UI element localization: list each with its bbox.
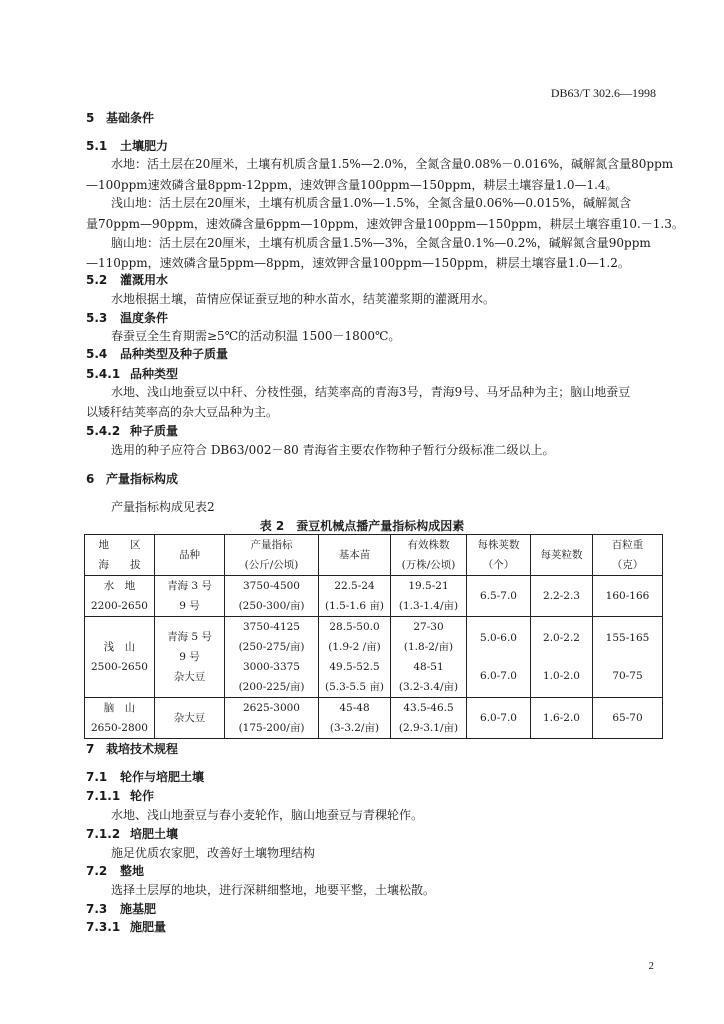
cell-line: 48-51: [413, 661, 444, 673]
cell-line: 2625-3000: [243, 702, 300, 714]
section-title: 施基肥: [120, 902, 157, 916]
section-title: 种子质量: [130, 424, 179, 438]
table-cell: [531, 535, 593, 576]
paragraph-line: 选择土层厚的地块，进行深耕细整地，地要平整，土壤松散。: [111, 883, 436, 897]
page-number: 2: [648, 960, 654, 972]
table-cell: [85, 617, 155, 698]
cell-line: 70-75: [612, 670, 643, 682]
section-number: 5.3: [86, 311, 108, 325]
cell-line: (200-225/亩): [238, 681, 305, 693]
section-heading: [86, 111, 154, 125]
paragraph-line: 以矮秆结荚率高的杂大豆品种为主。: [86, 405, 279, 419]
cell-line: (公斤/公顷): [244, 559, 299, 571]
cell-line: 水 地: [103, 580, 136, 592]
cell-line: 地 区: [98, 539, 141, 551]
table-header-row: [85, 535, 663, 576]
section-title: 栽培技术规程: [106, 742, 179, 756]
section-heading: [86, 789, 154, 803]
cell-line: 9 号: [179, 600, 200, 612]
cell-line: 青海 5 号: [167, 631, 212, 643]
cell-line: 2200-2650: [91, 600, 148, 612]
section-number: 5.2: [86, 273, 108, 287]
section-heading: [86, 827, 178, 841]
cell-line: 45-48: [339, 702, 370, 714]
section-heading: [86, 424, 178, 438]
section-heading: [86, 742, 178, 756]
table-cell: [319, 535, 391, 576]
cell-line: 青海 3 号: [167, 580, 212, 592]
cell-line: 27-30: [413, 621, 444, 633]
table-cell: [531, 576, 593, 617]
cell-line: 脑 山: [103, 702, 136, 714]
section-number: 5.1: [86, 139, 108, 153]
section-heading: [86, 902, 156, 916]
cell-line: （个）: [482, 559, 515, 571]
section-number: 7.3.1: [86, 920, 121, 934]
table-cell: [85, 535, 155, 576]
table-cell: [531, 617, 593, 698]
cell-line: 160-166: [605, 590, 650, 602]
table-cell: [225, 576, 319, 617]
section-title: 温度条件: [120, 311, 169, 325]
table-row: [85, 698, 663, 739]
cell-line: 海 拔: [98, 559, 141, 571]
yield-factor-table: [84, 534, 663, 739]
table-cell: [225, 698, 319, 739]
section-heading: [86, 864, 144, 878]
section-title: 土壤肥力: [120, 139, 169, 153]
table-cell: [391, 617, 467, 698]
table-cell: [467, 576, 531, 617]
table-cell: [593, 698, 663, 739]
document-header-code: DB63/T 302.6—1998: [550, 86, 656, 100]
paragraph-line: 春蚕豆全生育期需≥5℃的活动积温 1500－1800℃。: [111, 329, 401, 343]
section-title: 品种类型: [130, 367, 179, 381]
cell-line: 杂大豆: [173, 671, 206, 683]
paragraph-line: 水地根据土壤，苗情应保证蚕豆地的种水苗水，结荚灌浆期的灌溉用水。: [111, 292, 496, 306]
paragraph-line: 水地：活土层在20厘米，土壤有机质含量1.5%—2.0%，全氮含量0.08%－0.016%，碱解氮含量80ppm: [111, 157, 674, 171]
cell-line: 155-165: [605, 632, 650, 644]
cell-line: (1.9-2 /亩): [328, 641, 381, 653]
section-title: 施肥量: [130, 920, 167, 934]
cell-line: (1.8-2/亩): [403, 641, 454, 653]
cell-line: (1.3-1.4/亩): [398, 600, 459, 612]
section-number: 5.4: [86, 347, 108, 361]
table-cell: [155, 576, 225, 617]
cell-line: 杂大豆: [173, 712, 206, 724]
table-cell: [391, 698, 467, 739]
cell-line: 百粒重: [611, 539, 644, 551]
cell-line: 3000-3375: [243, 661, 300, 673]
cell-line: 28.5-50.0: [329, 621, 380, 633]
section-heading: [86, 139, 168, 153]
cell-line: 22.5-24: [334, 580, 375, 592]
paragraph-line: 量70ppm—90ppm，速效磷含量6ppm—10ppm，速效钾含量100ppm—150ppm，耕层土壤容重10.－1.3。: [86, 217, 684, 231]
table-cell: [155, 535, 225, 576]
section-title: 灌溉用水: [120, 273, 169, 287]
table-cell: [593, 535, 663, 576]
section-title: 基础条件: [106, 111, 155, 125]
table-cell: [155, 698, 225, 739]
cell-line: （克）: [611, 559, 644, 571]
section-heading: [86, 347, 228, 361]
paragraph-line: 水地、浅山地蚕豆与春小麦轮作，脑山地蚕豆与青稞轮作。: [111, 808, 424, 822]
section-heading: [86, 311, 168, 325]
table-cell: [593, 576, 663, 617]
table-cell: [391, 576, 467, 617]
cell-line: 有效株数: [407, 539, 450, 551]
cell-line: 6.5-7.0: [480, 590, 517, 602]
cell-line: 3750-4125: [243, 621, 300, 633]
section-number: 7.1.1: [86, 789, 121, 803]
cell-line: (3-3.2/亩): [329, 722, 380, 734]
cell-line: 浅 山: [103, 641, 136, 653]
cell-line: 5.0-6.0: [480, 632, 517, 644]
table-caption: 表 2 蚕豆机械点播产量指标构成因素: [259, 519, 465, 533]
section-title: 整地: [120, 864, 145, 878]
section-title: 培肥土壤: [130, 827, 179, 841]
table-cell: [467, 698, 531, 739]
table-cell: [225, 535, 319, 576]
table-cell: [531, 698, 593, 739]
table-cell: [467, 617, 531, 698]
paragraph-line: 水地、浅山地蚕豆以中秆、分枝性强，结荚率高的青海3号，青海9号、马牙品种为主；脑山地蚕豆: [111, 385, 631, 399]
section-number: 7.3: [86, 902, 108, 916]
section-number: 5: [86, 111, 95, 125]
section-number: 6: [86, 472, 95, 486]
table-cell: [391, 535, 467, 576]
table-body: [85, 535, 663, 739]
paragraph-line: —100ppm速效磷含量8ppm-12ppm，速效钾含量100ppm—150ppm，耕层土壤容量1.0—1.4。: [86, 178, 618, 192]
section-number: 7: [86, 742, 95, 756]
table-row: [85, 617, 663, 698]
cell-line: (250-275/亩): [238, 641, 305, 653]
table-cell: [85, 576, 155, 617]
section-title: 轮作: [130, 789, 155, 803]
section-heading: [86, 770, 204, 784]
cell-line: 2650-2800: [91, 722, 148, 734]
section-number: 7.1: [86, 770, 108, 784]
cell-line: 产量指标: [250, 539, 293, 551]
section-number: 7.2: [86, 864, 108, 878]
table-cell: [319, 698, 391, 739]
cell-line: 2.0-2.2: [543, 632, 580, 644]
paragraph-line: —110ppm，速效磷含量5ppm—8ppm，速效钾含量100ppm—150ppm，耕层土壤容量1.0—1.2。: [86, 256, 630, 270]
cell-line: 6.0-7.0: [480, 712, 517, 724]
cell-line: (175-200/亩): [238, 722, 305, 734]
section-number: 5.4.2: [86, 424, 121, 438]
section-title: 品种类型及种子质量: [120, 347, 229, 361]
cell-line: 49.5-52.5: [329, 661, 380, 673]
cell-line: 19.5-21: [408, 580, 449, 592]
cell-line: (1.5-1.6 亩): [325, 600, 384, 612]
table-cell: [225, 617, 319, 698]
section-heading: [86, 273, 168, 287]
cell-line: (2.9-3.1/亩): [398, 722, 459, 734]
cell-line: (5.3-5.5 亩): [325, 681, 384, 693]
cell-line: 1.0-2.0: [543, 670, 580, 682]
section-title: 轮作与培肥土壤: [120, 770, 205, 784]
table-cell: [593, 617, 663, 698]
cell-line: 2.2-2.3: [543, 590, 580, 602]
cell-line: 2500-2650: [91, 661, 148, 673]
cell-line: 每荚粒数: [540, 549, 583, 561]
section-number: 5.4.1: [86, 367, 121, 381]
cell-line: 9 号: [179, 651, 200, 663]
table-cell: [467, 535, 531, 576]
cell-line: (250-300/亩): [238, 600, 305, 612]
table-cell: [319, 617, 391, 698]
cell-line: 基本苗: [338, 549, 371, 561]
section-title: 产量指标构成: [106, 472, 179, 486]
paragraph-line: 施足优质农家肥，改善好土壤物理结构: [111, 846, 316, 860]
section-heading: [86, 472, 178, 486]
cell-line: (万株/公顷): [401, 559, 456, 571]
paragraph-line: 脑山地：活土层在20厘米，土壤有机质含量1.5%—3%，全氮含量0.1%—0.2%，碱解氮含量90ppm: [111, 236, 651, 250]
paragraph-line: 浅山地：活土层在20厘米，土壤有机质含量1.0%—1.5%，全氮含量0.06%—0.015%，碱解氮含: [111, 196, 632, 210]
cell-line: 3750-4500: [243, 580, 300, 592]
cell-line: 每株荚数: [477, 539, 520, 551]
cell-line: 品种: [179, 549, 200, 561]
paragraph-line: 产量指标构成见表2: [111, 500, 215, 514]
section-number: 7.1.2: [86, 827, 121, 841]
cell-line: 1.6-2.0: [543, 712, 580, 724]
table-row: [85, 576, 663, 617]
paragraph-line: 选用的种子应符合 DB63/002－80 青海省主要农作物种子暂行分级标准二级以上。: [111, 443, 555, 457]
section-heading: [86, 367, 178, 381]
cell-line: 43.5-46.5: [403, 702, 454, 714]
cell-line: 65-70: [612, 712, 643, 724]
cell-line: (3.2-3.4/亩): [398, 681, 459, 693]
cell-line: 6.0-7.0: [480, 670, 517, 682]
table-cell: [319, 576, 391, 617]
table-cell: [85, 698, 155, 739]
table-cell: [155, 617, 225, 698]
section-heading: [86, 920, 166, 934]
